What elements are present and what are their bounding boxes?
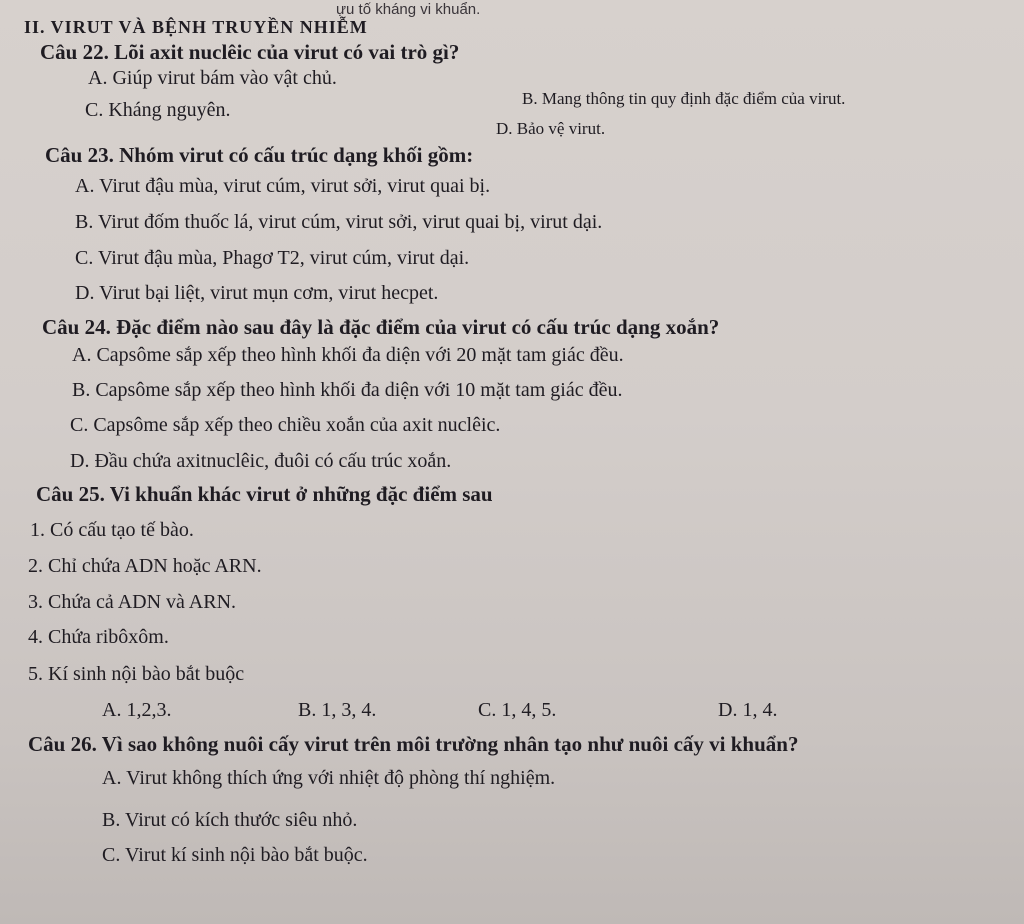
question-24-option-c: C. Capsôme sắp xếp theo chiều xoắn của axit nuclêic. bbox=[70, 414, 501, 436]
question-25-item-2: 2. Chỉ chứa ADN hoặc ARN. bbox=[28, 555, 262, 577]
top-text-fragment: ựu tố kháng vi khuẩn. bbox=[336, 1, 481, 18]
question-22-option-d: D. Bảo vệ virut. bbox=[496, 119, 606, 138]
question-25-option-c: C. 1, 4, 5. bbox=[478, 699, 557, 721]
question-26-option-c: C. Virut kí sinh nội bào bắt buộc. bbox=[102, 844, 368, 866]
question-23-option-d: D. Virut bại liệt, virut mụn cơm, virut hecpet. bbox=[75, 282, 439, 304]
question-25-option-d: D. 1, 4. bbox=[718, 699, 778, 721]
question-25-item-4: 4. Chứa ribôxôm. bbox=[28, 626, 169, 648]
question-22-option-a: A. Giúp virut bám vào vật chủ. bbox=[88, 67, 337, 89]
question-23-option-c: C. Virut đậu mùa, Phagơ T2, virut cúm, virut dại. bbox=[75, 247, 470, 269]
question-22-option-c: C. Kháng nguyên. bbox=[85, 99, 231, 121]
question-23: Câu 23. Nhóm virut có cấu trúc dạng khối gồm: bbox=[45, 143, 474, 167]
section-title: II. VIRUT VÀ BỆNH TRUYỀN NHIỄM bbox=[24, 17, 368, 37]
question-24-option-d: D. Đầu chứa axitnuclêic, đuôi có cấu trúc xoắn. bbox=[70, 450, 452, 472]
question-24-option-b: B. Capsôme sắp xếp theo hình khối đa diện với 10 mặt tam giác đều. bbox=[72, 379, 623, 401]
question-24: Câu 24. Đặc điểm nào sau đây là đặc điểm của virut có cấu trúc dạng xoắn? bbox=[42, 315, 720, 339]
question-22-option-b: B. Mang thông tin quy định đặc điểm của virut. bbox=[522, 89, 846, 108]
question-25: Câu 25. Vi khuẩn khác virut ở những đặc điểm sau bbox=[36, 482, 493, 506]
question-22: Câu 22. Lõi axit nuclêic của virut có vai trò gì? bbox=[40, 40, 460, 64]
question-24-option-a: A. Capsôme sắp xếp theo hình khối đa diện với 20 mặt tam giác đều. bbox=[72, 344, 624, 366]
question-23-option-a: A. Virut đậu mùa, virut cúm, virut sởi, virut quai bị. bbox=[75, 175, 491, 197]
question-23-option-b: B. Virut đốm thuốc lá, virut cúm, virut sởi, virut quai bị, virut dại. bbox=[75, 211, 603, 233]
question-25-option-a: A. 1,2,3. bbox=[102, 699, 172, 721]
question-26-option-b: B. Virut có kích thước siêu nhỏ. bbox=[102, 809, 358, 831]
question-26-option-a: A. Virut không thích ứng với nhiệt độ phòng thí nghiệm. bbox=[102, 767, 556, 789]
question-25-option-b: B. 1, 3, 4. bbox=[298, 699, 377, 721]
question-25-item-1: 1. Có cấu tạo tế bào. bbox=[30, 519, 194, 541]
question-25-item-3: 3. Chứa cả ADN và ARN. bbox=[28, 591, 237, 613]
question-25-item-5: 5. Kí sinh nội bào bắt buộc bbox=[28, 663, 245, 685]
question-26: Câu 26. Vì sao không nuôi cấy virut trên môi trường nhân tạo như nuôi cấy vi khuẩn? bbox=[28, 732, 799, 756]
